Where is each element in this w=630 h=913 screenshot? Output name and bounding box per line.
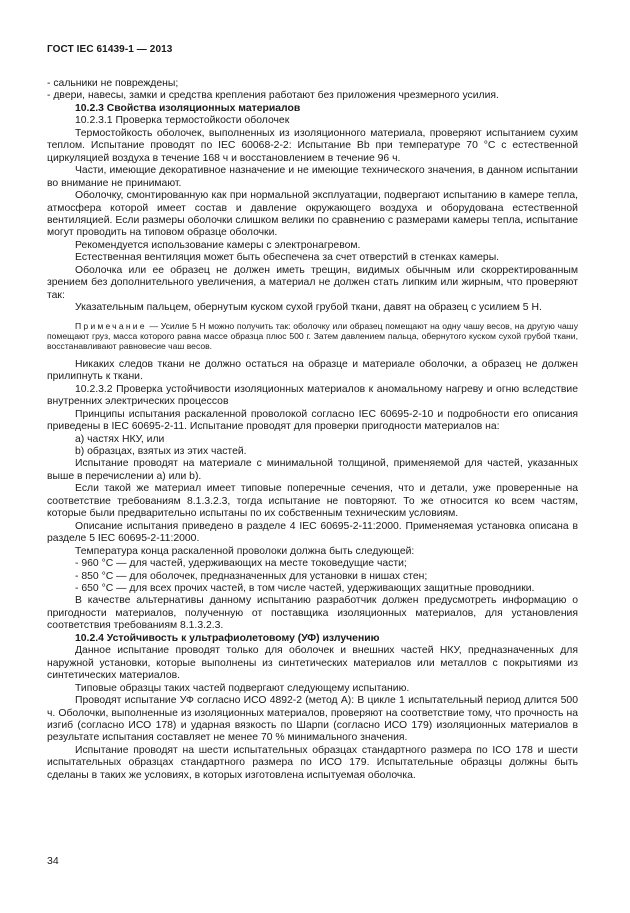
paragraph: - 960 °С — для частей, удерживающих на месте токоведущие части; — [75, 558, 407, 570]
paragraph: Принципы испытания раскаленной проволокой согласно IEC 60695-2-10 и подробности его описания приведены в IEC 60695-2-11. Испытание проводят для проверки пригодности материалов на: — [47, 408, 578, 433]
paragraph: - двери, навесы, замки и средства крепления работают без приложения чрезмерного усилия. — [47, 90, 499, 102]
paragraph: b) образцах, взятых из этих частей. — [75, 446, 247, 457]
paragraph: Описание испытания приведено в разделе 4 IEC 60695-2-11:2000. Применяемая установка описана в разделе 5 IEC 60695-2-11:2000. — [47, 520, 578, 545]
paragraph: Температура конца раскаленной проволоки должна быть следующей: — [75, 545, 415, 557]
section-heading: 10.2.4 Устойчивость к ультрафиолетовому (УФ) излучению — [75, 632, 380, 644]
document-body — [47, 78, 578, 782]
paragraph: - 850 °С — для оболочек, предназначенных для установки в нишах стен; — [75, 570, 428, 582]
document-header: ГОСТ IEC 61439-1 — 2013 — [47, 44, 173, 55]
paragraph: Термостойкость оболочек, выполненных из изоляционного материала, проверяют испытанием сухим теплом. Испытание проводят по IEC 60068-2-2: Испытание Bb при температуре 70 °С с естественной циркуляцией воздуха в течение 168 ч и восстановлением в течение 96 ч. — [47, 127, 578, 164]
paragraph: а) частях НКУ, или — [75, 433, 165, 445]
paragraph: Части, имеющие декоративное назначение и не имеющие технического значения, в данном испытании во внимание не принимают. — [47, 165, 578, 189]
paragraph: Если такой же материал имеет типовые поперечные сечения, что и детали, уже проверенные на соответствие требованиям 8.1.3.2.3, тогда испытание не повторяют. То же относится ко всем частям, которые были предварительно испытаны по их собственным техническим условиям. — [47, 483, 578, 520]
note-label: Примечание — [75, 320, 147, 331]
paragraph: Оболочка или ее образец не должен иметь трещин, видимых обычным или скорректированным зрением без дополнительного увеличения, а материал не должен стать липким или жирным, что проверяют так: — [47, 264, 578, 301]
paragraph: - 650 °С — для всех прочих частей, в том числе частей, удерживающих защитные проводники. — [75, 582, 535, 594]
paragraph: Испытание проводят на материале с минимальной толщиной, применяемой для частей, указанных выше в перечислении а) или b). — [47, 458, 578, 482]
paragraph: Указательным пальцем, обернутым куском сухой грубой ткани, давят на образец с усилием 5 Н. — [75, 302, 542, 314]
paragraph: Испытание проводят на шести испытательных образцах стандартного размера по ICO 178 и шести испытательных образцах стандартного размера по ИСО 179. Испытательные образцы должны быть сделаны в таких же условиях, в которых изготовлена испытуемая оболочка. — [47, 744, 578, 781]
paragraph: Типовые образцы таких частей подвергают следующему испытанию. — [75, 682, 410, 694]
paragraph: Данное испытание проводят только для оболочек и внешних частей НКУ, предназначенных для наружной установки, которые выполнены из синтетических материалов или металлов с покрытиями из синтетических материалов. — [47, 645, 578, 682]
paragraph: В качестве альтернативы данному испытанию разработчик должен предусмотреть информацию о пригодности материалов, полученную от поставщика изоляционных материалов, для установления соответствия требованиям 8.1.3.2.3. — [47, 595, 578, 632]
paragraph: Оболочку, смонтированную как при нормальной эксплуатации, подвергают испытанию в камере тепла, атмосфера которой имеет состав и давление окружающего воздуха и оборудована естественной вентиляцией. Если размеры оболочки слишком велики по сравнению с размерами камеры тепла, испытание могут проводить на типовом образце оболочки. — [47, 190, 578, 239]
paragraph: Рекомендуется использование камеры с электронагревом. — [75, 239, 361, 251]
page-number: 34 — [47, 855, 59, 867]
paragraph: Проводят испытание УФ согласно ИСО 4892-2 (метод А): В цикле 1 испытательный период длится 500 ч. Оболочки, выполненные из изоляционных материалов, проверяют на соответствие тому, что прочность на изгиб (согласно ИСО 178) и ударная вязкость по Шарпи (согласно ИСО 179) изоляционных материалов в результате испытания составляет не менее 70 % минимального значения. — [47, 695, 578, 744]
note-paragraph — [47, 321, 578, 352]
paragraph: 10.2.3.2 Проверка устойчивости изоляционных материалов к аномальному нагреву и огню вследствие внутренних электрических процессов — [47, 383, 578, 408]
paragraph: Никаких следов ткани не должно остаться на образце и материале оболочки, а образец не должен прилипнуть к ткани. — [47, 358, 578, 383]
paragraph: - сальники не повреждены; — [47, 78, 179, 89]
note-text: — Усилие 5 Н можно получить так: оболочку или образец помещают на одну чашу весов, на другую чашу помещают груз, масса которого равна массе образца плюс 500 г. Затем давлением пальца, обернутого куском сухой грубой ткани, восстанавливают равновесие чаш весов. — [47, 320, 578, 352]
section-heading: 10.2.3 Свойства изоляционных материалов — [75, 102, 301, 114]
paragraph: 10.2.3.1 Проверка термостойкости оболочек — [75, 115, 290, 127]
paragraph: Естественная вентиляция может быть обеспечена за счет отверстий в стенках камеры. — [75, 252, 500, 264]
